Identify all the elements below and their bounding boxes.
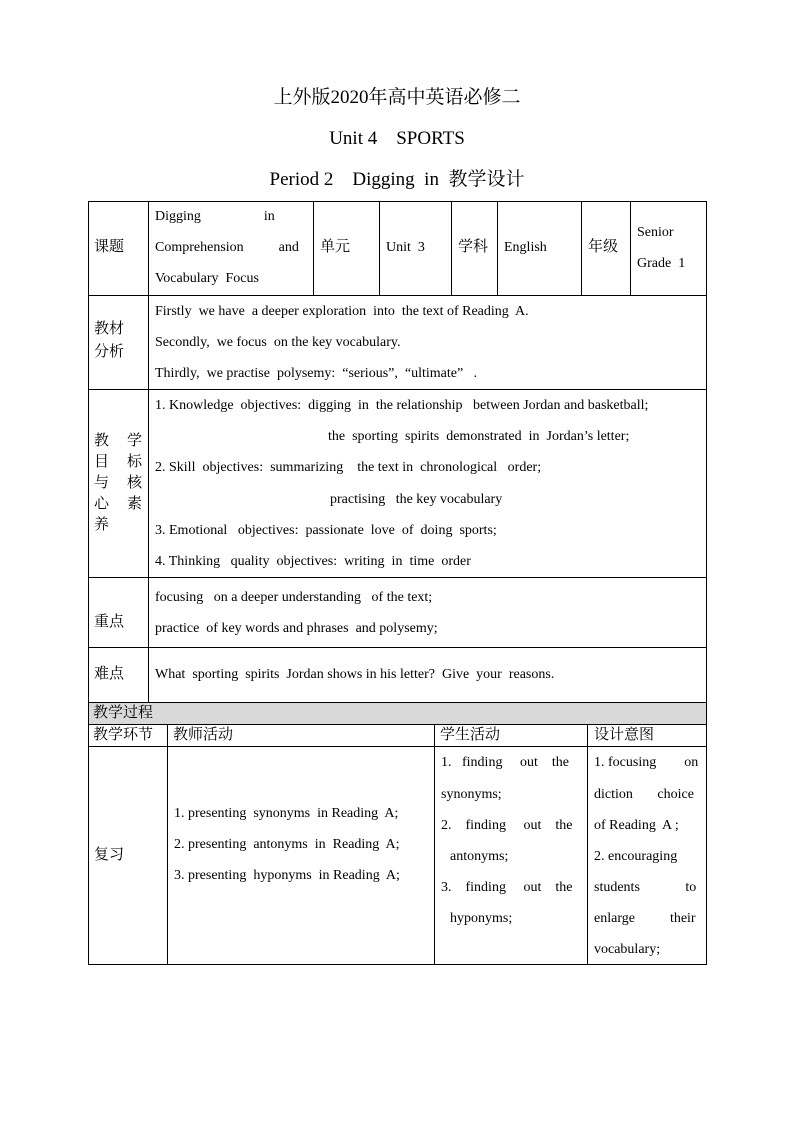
process-title-row [89, 703, 706, 724]
key-point-line-1: focusing on a deeper understanding of the text; [155, 590, 433, 605]
objective-line-6: 4. Thinking quality objectives: writing in time order [155, 554, 471, 569]
intent-line-3: of Reading A ; [594, 818, 679, 833]
student-activity-line-4: antonyms; [450, 849, 509, 864]
analysis-line-3: Thirdly, we practise polysemy: “serious”, “ultimate” . [155, 366, 478, 381]
analysis-label-line-1: 教材 [94, 321, 125, 337]
stage-review: 复习 [94, 847, 125, 863]
document-title: 上外版2020年高中英语必修二 [273, 87, 521, 108]
objective-line-5: 3. Emotional objectives: passionate love of doing sports; [155, 523, 497, 538]
key-points-label: 重点 [94, 614, 125, 630]
intent-line-2: diction choice [594, 787, 694, 802]
topic-value-line-1: Digging in [155, 209, 275, 224]
objective-line-1: 1. Knowledge objectives: digging in the relationship between Jordan and basketball; [155, 398, 649, 413]
teacher-activity-line-3: 3. presenting hyponyms in Reading A; [174, 868, 400, 883]
header-intent: 设计意图 [594, 727, 655, 743]
objective-line-2: the sporting spirits demonstrated in Jordan’s letter; [328, 429, 630, 444]
analysis-label-line-2: 分析 [94, 344, 125, 360]
unit-label: 单元 [320, 239, 351, 255]
intent-line-6: enlarge their [594, 911, 696, 926]
subject-label: 学科 [458, 239, 489, 255]
intent-line-7: vocabulary; [594, 942, 661, 957]
objective-line-3: 2. Skill objectives: summarizing the text in chronological order; [155, 460, 542, 475]
objective-line-4: practising the key vocabulary [330, 492, 503, 507]
header-student: 学生活动 [440, 727, 501, 743]
grade-label: 年级 [588, 239, 619, 255]
student-activity-line-6: hyponyms; [450, 911, 513, 926]
analysis-line-2: Secondly, we focus on the key vocabulary. [155, 335, 401, 350]
topic-label: 课题 [94, 239, 125, 255]
student-activity-line-5: 3. finding out the [441, 880, 573, 895]
objectives-label: 教 学 目 标 与 核 心 素 养 [94, 433, 142, 533]
student-activity-line-2: synonyms; [441, 787, 502, 802]
intent-line-5: students to [594, 880, 697, 895]
period-title: Period 2 Digging in 教学设计 [269, 169, 525, 190]
difficulty-label: 难点 [94, 666, 125, 682]
intent-line-1: 1. focusing on [594, 755, 699, 770]
key-point-line-2: practice of key words and phrases and polysemy; [155, 621, 438, 636]
student-activity-line-1: 1. finding out the [441, 755, 569, 770]
unit-value: Unit 3 [386, 240, 425, 255]
topic-value-line-3: Vocabulary Focus [155, 271, 259, 286]
unit-title: Unit 4 SPORTS [329, 128, 465, 149]
grade-value-line-1: Senior [637, 225, 674, 240]
analysis-line-1: Firstly we have a deeper exploration into the text of Reading A. [155, 304, 529, 319]
grade-value-line-2: Grade 1 [637, 256, 686, 271]
header-stage: 教学环节 [93, 727, 154, 743]
topic-value-line-2: Comprehension and [155, 240, 299, 255]
difficulty-text: What sporting spirits Jordan shows in his letter? Give your reasons. [155, 667, 555, 682]
student-activity-line-3: 2. finding out the [441, 818, 573, 833]
teacher-activity-line-2: 2. presenting antonyms in Reading A; [174, 837, 400, 852]
subject-value: English [504, 240, 547, 255]
header-teacher: 教师活动 [173, 727, 234, 743]
process-title: 教学过程 [93, 705, 154, 721]
intent-line-4: 2. encouraging [594, 849, 678, 864]
teacher-activity-line-1: 1. presenting synonyms in Reading A; [174, 806, 399, 821]
